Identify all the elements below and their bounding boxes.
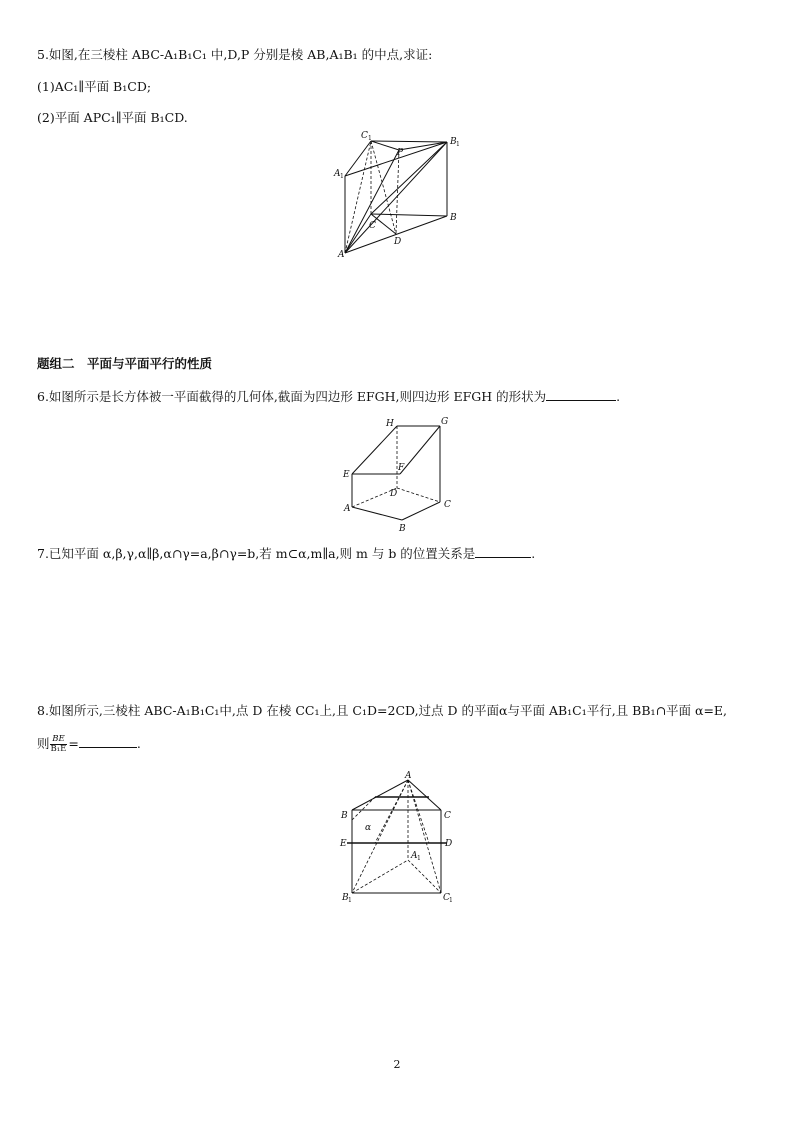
- label-B1: B: [342, 893, 349, 903]
- q8-frac-den: B₁E: [50, 744, 67, 754]
- label-A: A: [338, 250, 345, 260]
- q7-answer-blank[interactable]: [475, 546, 531, 558]
- label-E: E: [343, 470, 350, 480]
- q8-stem: 8.如图所示,三棱柱 ABC-A₁B₁C₁中,点 D 在棱 CC₁上,且 C₁D=2CD,过点 D 的平面α与平面 AB₁C₁平行,且 BB₁∩平面 α=E,: [37, 703, 728, 718]
- q7-end: .: [531, 546, 536, 561]
- label-A: A: [405, 771, 412, 781]
- label-D: D: [394, 237, 402, 247]
- q7-stem: [37, 546, 535, 562]
- label-H: H: [386, 419, 394, 429]
- label-B: B: [450, 213, 457, 223]
- page-number: 2: [393, 1058, 401, 1071]
- figure-q6-cuboid: [340, 415, 460, 535]
- label-D: D: [390, 489, 398, 499]
- label-C: C: [369, 221, 376, 231]
- label-C1-sub: 1: [449, 897, 453, 904]
- label-A1-sub: 1: [417, 855, 421, 862]
- label-F: F: [398, 463, 405, 473]
- q6-text: 6.如图所示是长方体被一平面截得的几何体,截面为四边形 EFGH,则四边形 EFGH 的形状为: [37, 389, 547, 404]
- q6-end: .: [616, 389, 621, 404]
- q8-end: .: [136, 736, 141, 751]
- figure-q8-prism: [335, 768, 470, 908]
- q8-eq: =: [68, 736, 79, 751]
- q6-stem: [37, 389, 620, 405]
- label-C1: C: [443, 893, 450, 903]
- label-C: C: [444, 500, 451, 510]
- label-B: B: [341, 811, 348, 821]
- q8-fraction: [50, 735, 68, 754]
- label-C: C: [444, 811, 451, 821]
- label-A1: A: [334, 169, 341, 179]
- label-B: B: [399, 524, 406, 534]
- q5-part2: (2)平面 APC₁∥平面 B₁CD.: [37, 110, 188, 125]
- q5-part1: (1)AC₁∥平面 B₁CD;: [37, 79, 152, 94]
- q8-prefix: 则: [37, 736, 50, 751]
- label-P: P: [397, 148, 404, 158]
- label-E: E: [340, 839, 347, 849]
- label-D: D: [445, 839, 453, 849]
- label-alpha: α: [365, 823, 372, 833]
- figure-q5-prism: [325, 128, 470, 263]
- label-A: A: [344, 504, 351, 514]
- label-B1: B: [450, 137, 457, 147]
- q8-frac-num: BE: [50, 735, 68, 745]
- label-B1-sub: 1: [456, 141, 460, 148]
- label-G: G: [441, 417, 449, 427]
- q7-text: 7.已知平面 α,β,γ,α∥β,α∩γ=a,β∩γ=b,若 m⊂α,m∥a,则 m 与 b 的位置关系是: [37, 546, 476, 561]
- label-B1-sub: 1: [348, 897, 352, 904]
- label-A1: A: [411, 851, 418, 861]
- q8-answer-line: [37, 735, 141, 754]
- q6-answer-blank[interactable]: [546, 389, 616, 401]
- label-C1: C: [361, 131, 368, 141]
- label-C1-sub: 1: [368, 135, 372, 142]
- q5-stem: 5.如图,在三棱柱 ABC-A₁B₁C₁ 中,D,P 分别是棱 AB,A₁B₁ 的中点,求证:: [37, 47, 433, 62]
- q8-answer-blank[interactable]: [79, 736, 137, 748]
- label-A1-sub: 1: [340, 173, 344, 180]
- section-heading: 题组二 平面与平面平行的性质: [37, 356, 213, 371]
